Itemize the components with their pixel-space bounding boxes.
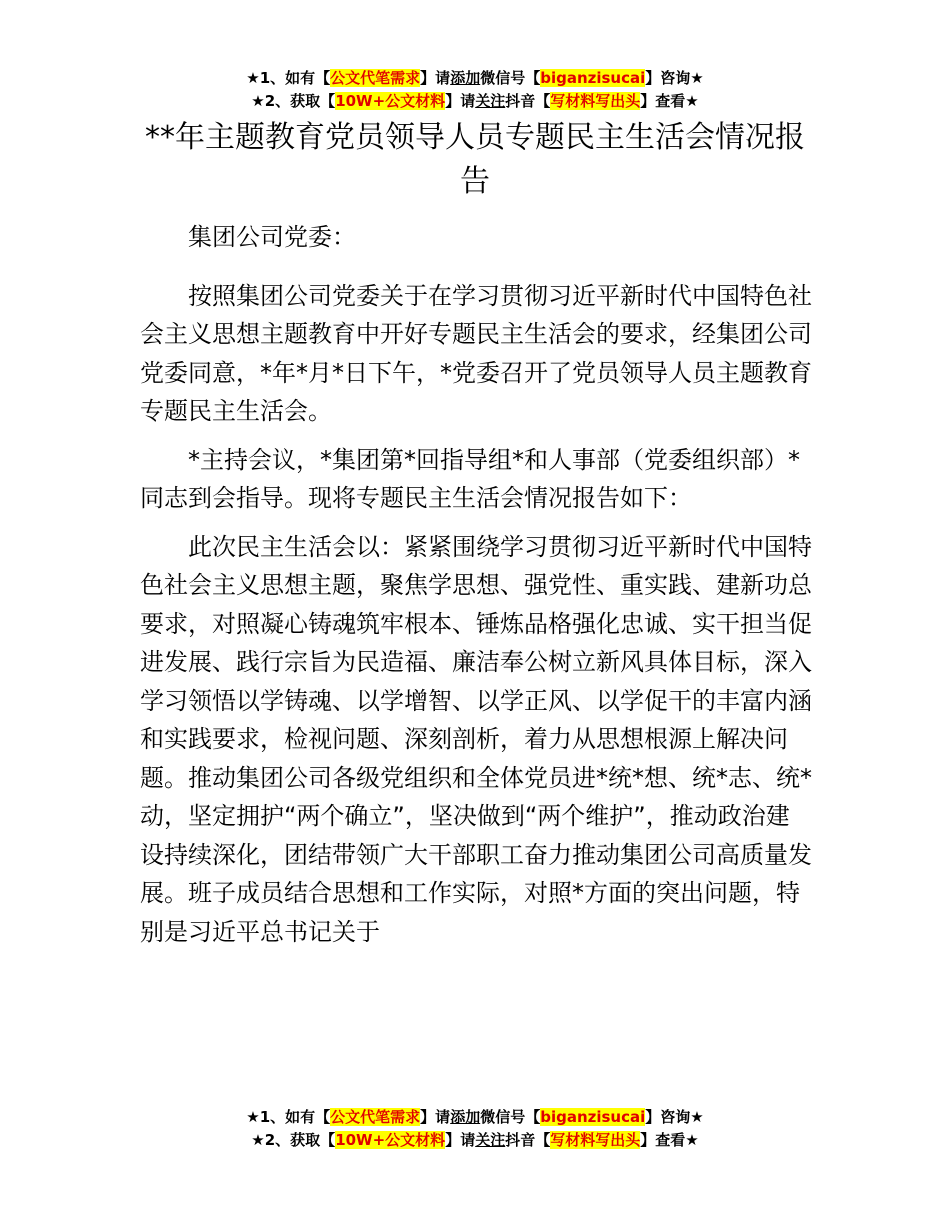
footer-banner xyxy=(0,1106,950,1152)
highlight-wechat-id: biganzisucai xyxy=(540,69,646,87)
paragraph: 此次民主生活会以：紧紧围绕学习贯彻习近平新时代中国特色社会主义思想主题，聚焦学思想、强党性、重实践、建新功总要求，对照凝心铸魂筑牢根本、锤炼品格强化忠诚、实干担当促进发展、践行宗旨为民造福、廉洁奉公树立新风具体目标，深入学习领悟以学铸魂、以学增智、以学正风、以学促干的丰富内涵和实践要求，检视问题、深刻剖析，着力从思想根源上解决问题。推动集团公司各级党组织和全体党员进*统*想、统*志、统*动，坚定拥护“两个确立”，坚决做到“两个维护”，推动政治建设持续深化，团结带领广大干部职工奋力推动集团公司高质量发展。班子成员结合思想和工作实际，对照*方面的突出问题，特别是习近平总书记关于 xyxy=(140,532,812,946)
paragraph: *主持会议，*集团第*回指导组*和人事部（党委组织部）*同志到会指导。现将专题民主生活会情况报告如下： xyxy=(140,445,800,512)
highlight-materials: 10W+公文材料 xyxy=(335,92,446,110)
banner-line-2: ★2、获取【10W+公文材料】请关注抖音【写材料写出头】查看★ xyxy=(251,92,699,110)
document-body xyxy=(140,218,812,961)
header-banner xyxy=(0,67,950,113)
highlight-materials: 10W+公文材料 xyxy=(335,1131,446,1149)
paragraph: 按照集团公司党委关于在学习贯彻习近平新时代中国特色社会主义思想主题教育中开好专题民主生活会的要求，经集团公司党委同意，*年*月*日下午，*党委召开了党员领导人员主题教育专题民主生活会。 xyxy=(140,281,812,425)
highlight-writing-service: 公文代笔需求 xyxy=(330,69,421,87)
salutation: 集团公司党委： xyxy=(188,223,356,251)
banner-line-1: ★1、如有【公文代笔需求】请添加微信号【biganzisucai】咨询★ xyxy=(246,69,704,87)
highlight-writing-service: 公文代笔需求 xyxy=(330,1108,421,1126)
banner-line-1: ★1、如有【公文代笔需求】请添加微信号【biganzisucai】咨询★ xyxy=(246,1108,704,1126)
banner-line-2: ★2、获取【10W+公文材料】请关注抖音【写材料写出头】查看★ xyxy=(251,1131,699,1149)
document-title: **年主题教育党员领导人员专题民主生活会情况报告 xyxy=(145,120,805,199)
highlight-wechat-id: biganzisucai xyxy=(540,1108,646,1126)
highlight-douyin-account: 写材料写出头 xyxy=(550,92,641,110)
highlight-douyin-account: 写材料写出头 xyxy=(550,1131,641,1149)
